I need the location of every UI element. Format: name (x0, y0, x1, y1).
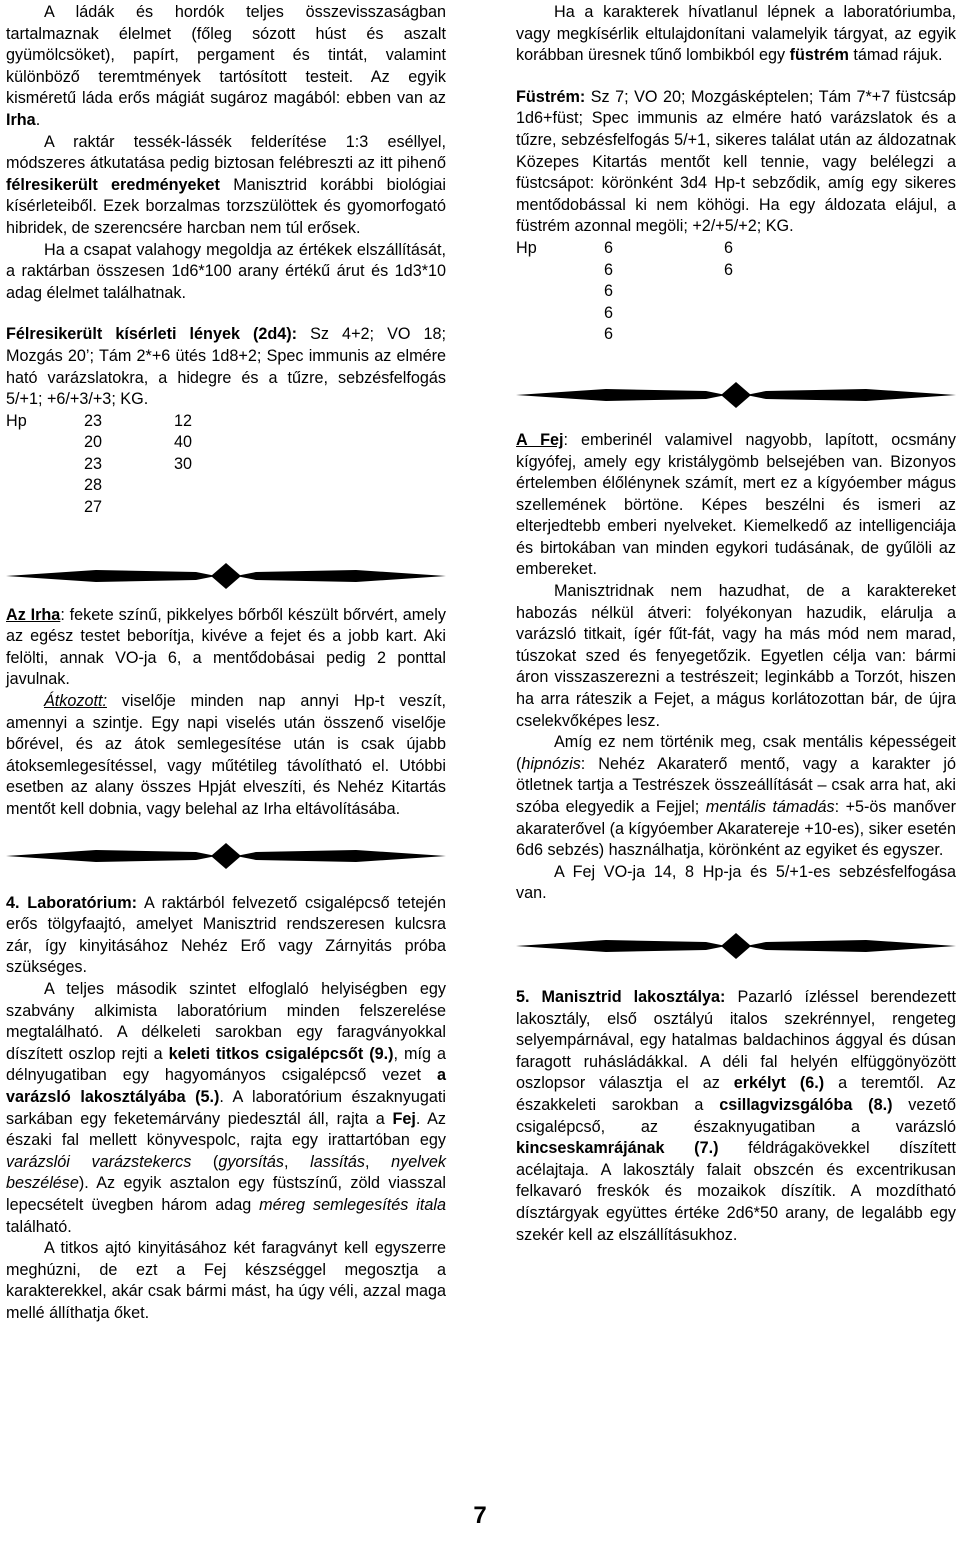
lab-paragraph: 4. Laboratórium: A raktárból felvezető csigalépcső tetején erős tölgyfaajtó, amelyet Manisztrid rendszeresen kulcsra zár, így kinyitásához Nehéz Erő vagy Zárnyitás próba szükséges. (6, 893, 447, 977)
paragraph: A ládák és hordók teljes összevisszaságban tartalmaznak élelmet (főleg sózott húst és aszalt gyümölcsöket), papírt, pergament és tintát, valamint különböző teremtmények tartósított testeit. Az egyik kisméretű láda erős mágiát sugároz magából: ebben van az Irha. (6, 3, 446, 129)
paragraph: A raktár tessék-lássék felderítése 1:3 eséllyel, módszeres átkutatása pedig biztosan felébreszti az itt pihenő félresikerült eredményeket Manisztrid korábbi biológiai kísérleteiből. Ezek borzalmas torzszülöttek és gyomorfogató hibridek, de szerencsére harcban nem túl erősek. (6, 132, 447, 237)
ornament-divider (6, 561, 446, 591)
ornament-divider (516, 380, 956, 410)
irha-paragraph: Az Irha: fekete színű, pikkelyes bőrből készült bőrvért, amely az egész testet beborítja, kivéve a fejet és a jobb kart. Aki felölti, annak VO-ja 6, a mentődobásai pedig 2 ponttal javulnak. (6, 605, 446, 689)
page-number: 7 (473, 1502, 487, 1529)
paragraph: Manisztridnak nem hazudhat, de a karaktereket habozás nélkül átveri: folyékonyan hazudik, elárulja a varázsló titkait, ígér fűt-fát, vagy ha más mód nem marad, túszokat szed és fenyegetőzik. Egyetlen célja van: bármi áron visszaszerezni a testrészeit; leginkább a Torzót, hiszen ha arra ráteszik a Fejet, a mágus korlátozottan bár, de újra cselekvőképes lesz. (516, 582, 956, 730)
ornament-divider (516, 931, 956, 961)
paragraph: A teljes második szintet elfoglaló helyiségben egy szabvány alkimista laboratórium minden felszerelése megtalálható. A délkeleti sarokban egy faragványokkal díszített oszlop rejti a keleti titkos csigalépcsőt (9.), míg a délnyugatiban egy hagyományos csigalépcső vezet a varázsló lakosztályába (5.). A laboratórium északnyugati sarkában egy feketemárvány piedesztál áll, rajta a Fej. Az északi fal mellett könyvespolc, rajta egy irattartóban egy varázslói varázstekercs (gyorsítás, lassítás, nyelvek beszélése). Az egyik asztalon egy füstszínű, zöld viasszal lepecsételt üvegben három adag méreg semlegesítés itala található. (6, 979, 447, 1236)
paragraph: A titkos ajtó kinyitásához két faragványt kell egyszerre meghúzni, de ezt a Fej készséggel megosztja a karakterekkel, akár csak bármi mást, ha úgy véli, azzal maga mellé állíthatja őket. (6, 1239, 446, 1322)
paragraph: A Fej VO-ja 14, 8 Hp-ja és 5/+1-es sebzésfelfogása van. (516, 862, 956, 903)
stat-block: Füstrém: Sz 7; VO 20; Mozgásképtelen; Tám 7*+7 füstcsáp 1d6+füst; Spec immunis az elmére ható varázslatok és a tűzre, sebzésfelfogás 5/+1, sikeres találat után az áldozatnak Közepes Kitartás mentőt kell tennie, vagy belélegzi a füstcsápot: körönként 3d4 Hp-t sebződik, amíg egy sikeres mentődobással ki nem köhögi. Ha egy áldozata elájul, a füstrém azonnal megöli; +2/+5/+2; KG. (516, 87, 956, 236)
stat-block: Félresikerült kísérleti lények (2d4): Sz 4+2; VO 18; Mozgás 20’; Tám 2*+6 ütés 1d8+2; Spec immunis az elmére ható varázslatokra, a hidegre és a tűzre, sebzésfelfogás 5/+1; +6/+3/+3; KG. (6, 325, 447, 409)
ornament-divider (6, 841, 446, 871)
right-column (516, 2, 956, 1246)
paragraph: Ha a karakterek hívatlanul lépnek a laboratóriumba, vagy megkísérlik eltulajdonítani valamelyik tárgyat, az egyik korábban üresnek tűnő lombikból egy füstrém támad rájuk. (516, 3, 956, 65)
lakosztaly-paragraph: 5. Manisztrid lakosztálya: Pazarló ízléssel berendezett lakosztály, első osztályú italos szekrénnyel, rengeteg selyempárnával, egy hatalmas baldachinos ággyal és dúsan faragott ruhásládákkal. A déli fal helyén elfüggönyözött oszlopsor választja el az erkélyt (6.) a teremtől. Az északkeleti sarokban a csillagvizsgálóba (8.) vezető csigalépcső, az északnyugatiban a varázsló kincseskamrájának (7.) féldrágakövekkel díszített acélajtaja. A lakosztály falait obszcén és excentrikusan felkavaró freskók és mozaikok díszítik. A mozdítható dísztárgyak együttes értéke 2d6*50 arany, de legalább egy szekér kell az elszállításukhoz. (516, 987, 956, 1244)
paragraph: Ha a csapat valahogy megoldja az értékek elszállítását, a raktárban összesen 1d6*100 arany értékű árut és 1d3*10 adag élelmet találhatnak. (6, 240, 446, 302)
paragraph: Amíg ez nem történik meg, csak mentális képességeit (hipnózis: Nehéz Akaraterő mentő, vagy a karakter jó ötletnek tartja a Testrészek összeállítását – csak arra hat, aki szóba elegyedik a Fejjel; mentális támadás: +5-ös manőver akaraterővel (a kígyóember Akaratereje +10-es), siker esetén 6d6 sebzés) használhatja, körönként az egyiket és egyszer. (516, 733, 956, 860)
hp-table: Hp 6 6 6 6 6 6 6 (516, 238, 734, 344)
left-column (6, 2, 446, 1324)
paragraph: Átkozott: viselője minden nap annyi Hp-t veszít, amennyi a szintje. Egy napi viselés után összenő viselője bőrével, és az átok semlegesítése után is csak újabb átoksemlegesítéssel, vagy műtétileg távolítható el. Utóbbi esetben az alany összes Hpját elveszíti, és Nehéz Kitartás mentőt kell dobnia, vagy belehal az Irha eltávolításába. (6, 692, 446, 818)
hp-table: Hp 23 12 20 40 23 30 28 27 (6, 411, 193, 517)
fej-paragraph: A Fej: emberinél valamivel nagyobb, lapított, ocsmány kígyófej, amely egy kristálygömb belsejében van. Bizonyos értelemben élőlénynek számít, mert ez a kígyóember mágus szellemének börtöne. Képes beszélni és ismeri az elterjedtebb emberi nyelveket. Kiemelkedő az intelligenciája és birtokában van minden egykori tudásának, de gyűlöli az embereket. (516, 430, 956, 579)
